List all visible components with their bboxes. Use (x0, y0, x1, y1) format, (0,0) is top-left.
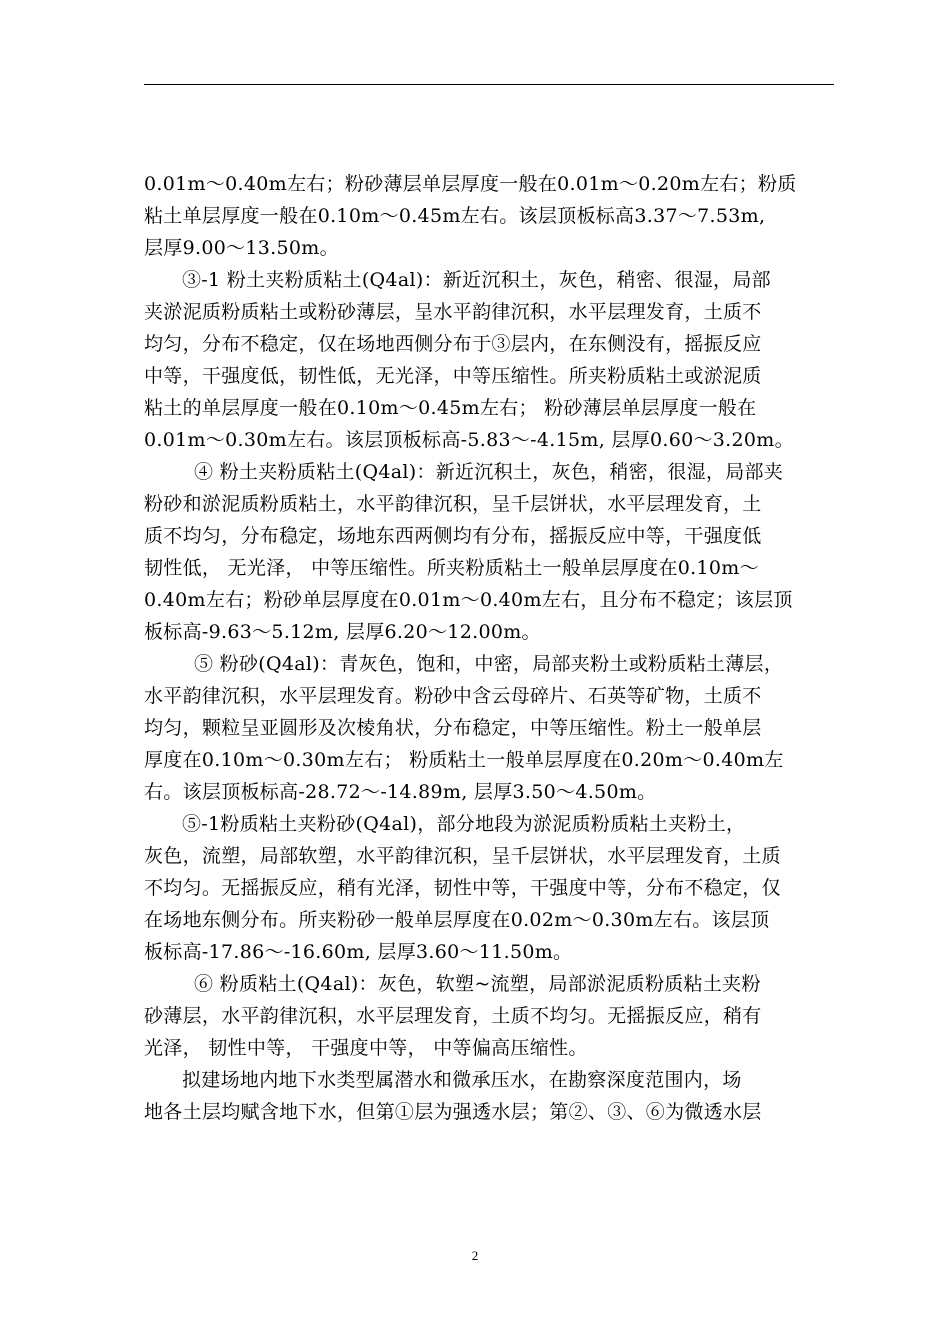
text-line: 韧性低， 无光泽， 中等压缩性。所夹粉质粘土一般单层厚度在0.10m～ (144, 557, 759, 579)
text-line: ⑤-1粉质粘土夹粉砂(Q4al)，部分地段为淤泥质粉质粘土夹粉土， (182, 813, 746, 835)
text-line: 均匀，颗粒呈亚圆形及次棱角状，分布稳定，中等压缩性。粉土一般单层 (144, 717, 762, 739)
page-number: 2 (471, 1248, 479, 1263)
paragraph (144, 808, 834, 968)
text-line: 地各土层均赋含地下水，但第①层为强透水层；第②、③、⑥为微透水层 (144, 1101, 762, 1123)
text-line: 0.40m左右；粉砂单层厚度在0.01m～0.40m左右，且分布不稳定；该层顶 (144, 589, 793, 611)
text-line: 水平韵律沉积，水平层理发育。粉砂中含云母碎片、石英等矿物，土质不 (144, 685, 762, 707)
body-text (144, 168, 834, 1128)
text-line: 均匀，分布不稳定，仅在场地西侧分布于③层内，在东侧没有，摇振反应 (144, 333, 762, 355)
text-line: 不均匀。无摇振反应，稍有光泽，韧性中等，干强度中等，分布不稳定，仅 (144, 877, 781, 899)
text-line: 层厚9.00～13.50m。 (144, 237, 339, 259)
text-line: 拟建场地内地下水类型属潜水和微承压水，在勘察深度范围内，场 (182, 1069, 742, 1091)
text-line: 粘土的单层厚度一般在0.10m～0.45m左右； 粉砂薄层单层厚度一般在 (144, 397, 757, 419)
text-line: 质不均匀，分布稳定，场地东西两侧均有分布，摇振反应中等，干强度低 (144, 525, 762, 547)
text-line: 0.01m～0.30m左右。该层顶板标高-5.83～-4.15m, 层厚0.60～3.20m。 (144, 429, 794, 451)
text-line: 板标高-17.86～-16.60m, 层厚3.60～11.50m。 (144, 941, 573, 963)
text-line: 右。该层顶板标高-28.72～-14.89m, 层厚3.50～4.50m。 (144, 781, 657, 803)
text-line: 光泽， 韧性中等， 干强度中等， 中等偏高压缩性。 (144, 1037, 588, 1059)
text-line: ③-1 粉土夹粉质粘土(Q4al)：新近沉积土，灰色，稍密、很湿，局部 (182, 269, 771, 291)
text-line: 夹淤泥质粉质粘土或粉砂薄层，呈水平韵律沉积，水平层理发育，土质不 (144, 301, 762, 323)
text-line: 灰色，流塑，局部软塑，水平韵律沉积，呈千层饼状，水平层理发育，土质 (144, 845, 781, 867)
text-line: 板标高-9.63～5.12m, 层厚6.20～12.00m。 (144, 621, 541, 643)
paragraph (144, 168, 834, 264)
text-line: 0.01m～0.40m左右；粉砂薄层单层厚度一般在0.01m～0.20m左右；粉质 (144, 173, 797, 195)
text-line: 在场地东侧分布。所夹粉砂一般单层厚度在0.02m～0.30m左右。该层顶 (144, 909, 770, 931)
text-line: 粉砂和淤泥质粉质粘土，水平韵律沉积，呈千层饼状，水平层理发育，土 (144, 493, 762, 515)
text-line: 厚度在0.10m～0.30m左右； 粉质粘土一般单层厚度在0.20m～0.40m左 (144, 749, 784, 771)
text-line: ⑥ 粉质粘土(Q4al)：灰色，软塑~流塑，局部淤泥质粉质粘土夹粉 (194, 973, 761, 995)
paragraph (144, 264, 834, 456)
paragraph (144, 968, 834, 1064)
paragraph (144, 1064, 834, 1128)
text-line: 粘土单层厚度一般在0.10m～0.45m左右。该层顶板标高3.37～7.53m, (144, 205, 766, 227)
header-rule (144, 84, 834, 85)
paragraph (144, 456, 834, 648)
text-line: 中等，干强度低，韧性低，无光泽，中等压缩性。所夹粉质粘土或淤泥质 (144, 365, 762, 387)
text-line: ⑤ 粉砂(Q4al)：青灰色，饱和，中密，局部夹粉土或粉质粘土薄层， (194, 653, 784, 675)
paragraph (144, 648, 834, 808)
text-line: 砂薄层，水平韵律沉积，水平层理发育，土质不均匀。无摇振反应，稍有 (144, 1005, 762, 1027)
text-line: ④ 粉土夹粉质粘土(Q4al)：新近沉积土，灰色，稍密，很湿，局部夹 (194, 461, 784, 483)
